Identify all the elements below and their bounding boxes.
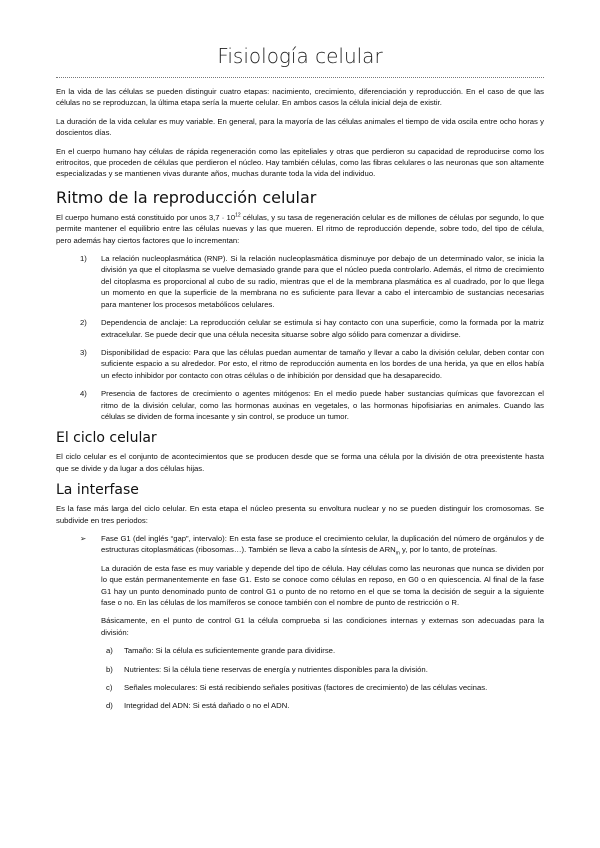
list-item bbox=[56, 700, 544, 711]
list-marker: 3) bbox=[80, 347, 87, 357]
list-marker: 2) bbox=[80, 318, 87, 328]
title-divider bbox=[56, 77, 544, 78]
list-item-text bbox=[101, 533, 544, 556]
list-item-text: La relación nucleoplasmática (RNP). Si la relación nucleoplasmática disminuye por debajo de un determinado valor, se inicia la división ya que el citoplasma se vuelve demasiado grande para que el núcleo pueda controlarlo. Además, el ritmo de crecimiento del citoplasma es proporcional al cubo de su radio, mientras que el de la membrana plasmática es al cuadrado, por lo que llega un momento en que la superficie de la membrana no es suficiente para llevar a cabo el intercambio de sustancias necesarias para mantener los procesos metabólicos celulares. bbox=[101, 254, 544, 309]
text: células, y su tasa de regeneración celular es de millones de células por segundo, lo que permite mantener el equilibrio entre las células nuevas y las que mueren. El ritmo de reproducción depende, sobre todo, del tipo de célula, pero además hay ciertos factores que lo incrementan: bbox=[56, 212, 544, 245]
list-item bbox=[56, 253, 544, 310]
text: El cuerpo humano está constituido por unos 3,7 · 10 bbox=[56, 212, 236, 222]
list-item bbox=[56, 645, 544, 656]
list-marker: 1) bbox=[80, 254, 87, 264]
paragraph: En la vida de las células se pueden distinguir cuatro etapas: nacimiento, crecimiento, diferenciación y reproducción. En el caso de que las células no se reproduzcan, la última etapa sería la muerte celular. En ambos casos la célula inicial deja de existir. bbox=[56, 87, 544, 108]
list-item bbox=[56, 664, 544, 675]
bullet-item-g1 bbox=[56, 533, 544, 556]
paragraph: El ciclo celular es el conjunto de acontecimientos que se producen desde que se forma una célula por la división de otra preexistente hasta que se divide y da lugar a dos células hijas. bbox=[56, 452, 544, 473]
paragraph: La duración de la vida celular es muy variable. En general, para la mayoría de las células animales el tiempo de vida oscila entre ocho horas y doscientos días. bbox=[56, 116, 544, 138]
paragraph: La duración de esta fase es muy variable y depende del tipo de célula. Hay células como las neuronas que nunca se dividen por lo que están permanentemente en fase G1. Esto se conoce como células en reposo, en G0 o en quiescencia. Al final de la fase G1 hay un punto denominado punto de control G1 o punto de no retorno en el que se toma la decisión de seguir a la siguiente fase o no. En las células de los mamíferos se conoce también con el nombre de punto de restricción o R. bbox=[101, 563, 544, 607]
list-marker: d) bbox=[106, 701, 113, 711]
section-heading-interfase: La interfase bbox=[56, 482, 139, 499]
section-heading-ciclo: El ciclo celular bbox=[56, 430, 157, 447]
list-item-text: Integridad del ADN: Si está dañado o no el ADN. bbox=[124, 701, 290, 711]
list-item-text: Señales moleculares: Si está recibiendo señales positivas (factores de crecimiento) de las células vecinas. bbox=[124, 683, 488, 693]
list-item bbox=[56, 347, 544, 381]
list-item-text: Nutrientes: Si la célula tiene reservas de energía y nutrientes disponibles para la división. bbox=[124, 664, 428, 674]
subscript: m bbox=[395, 550, 400, 557]
list-marker: b) bbox=[106, 664, 113, 674]
page-title: Fisiología celular bbox=[217, 44, 383, 68]
paragraph: Es la fase más larga del ciclo celular. En esta etapa el núcleo presenta su envoltura nuclear y no se pueden distinguir los cromosomas. Se subdivide en tres periodos: bbox=[56, 504, 544, 525]
list-item-text: Disponibilidad de espacio: Para que las células puedan aumentar de tamaño y llevar a cabo la división celular, deben contar con suficiente espacio a su alrededor. Por esto, el ritmo de reproducción aumenta en los bordes de una herida, ya que en ellos había un efecto inhibidor por contacto con otras células o de inhibición por densidad que ha desaparecido. bbox=[101, 347, 544, 380]
list-item-text: Presencia de factores de crecimiento o agentes mitógenos: En el medio puede haber sustancias químicas que favorezcan el ritmo de la división celular, como las hormonas auxinas en vegetales, o las hormonas hipofisiarias en animales. Cuando las células se dividen de forma incesante y sin control, se produce un tumor. bbox=[101, 389, 544, 421]
paragraph: En el cuerpo humano hay células de rápida regeneración como las epiteliales y otras que perdieron su capacidad de reproducirse como los eritrocitos, que proceden de células que perdieron el núcleo. Hay también células, como las fibras celulares o las neuronas que son altamente especializadas y se mantienen vivas durante años, muchas durante toda la vida del individuo. bbox=[56, 146, 544, 179]
arrow-bullet-icon: ➢ bbox=[80, 533, 87, 543]
list-marker: a) bbox=[106, 646, 113, 656]
list-marker: 4) bbox=[80, 389, 87, 399]
paragraph: Básicamente, en el punto de control G1 la célula comprueba si las condiciones internas y externas son adecuadas para la división: bbox=[101, 616, 544, 637]
list-item-text: Tamaño: Si la célula es suficientemente grande para dividirse. bbox=[124, 646, 336, 656]
list-item bbox=[56, 388, 544, 422]
text: y, por lo tanto, de proteínas. bbox=[399, 545, 498, 555]
document-body bbox=[56, 86, 544, 719]
paragraph bbox=[56, 212, 544, 246]
list-item bbox=[56, 317, 544, 340]
list-item-text: Dependencia de anclaje: La reproducción celular se estimula si hay contacto con una superficie, como la formada por la matriz extracelular. Se puede decir que una célula necesita situarse sobre algo sólido para comenzar a dividirse. bbox=[101, 318, 544, 339]
list-item bbox=[56, 682, 544, 693]
text: Fase G1 (del inglés “gap”, intervalo): En esta fase se produce el crecimiento celular, la duplicación del número de orgánulos y de estructuras citoplasmáticas (ribosomas…). También se lleva a cabo la síntesis de ARN bbox=[101, 533, 544, 555]
exponent: 12 bbox=[235, 212, 241, 219]
list-marker: c) bbox=[106, 683, 113, 693]
section-heading-ritmo: Ritmo de la reproducción celular bbox=[56, 187, 317, 207]
